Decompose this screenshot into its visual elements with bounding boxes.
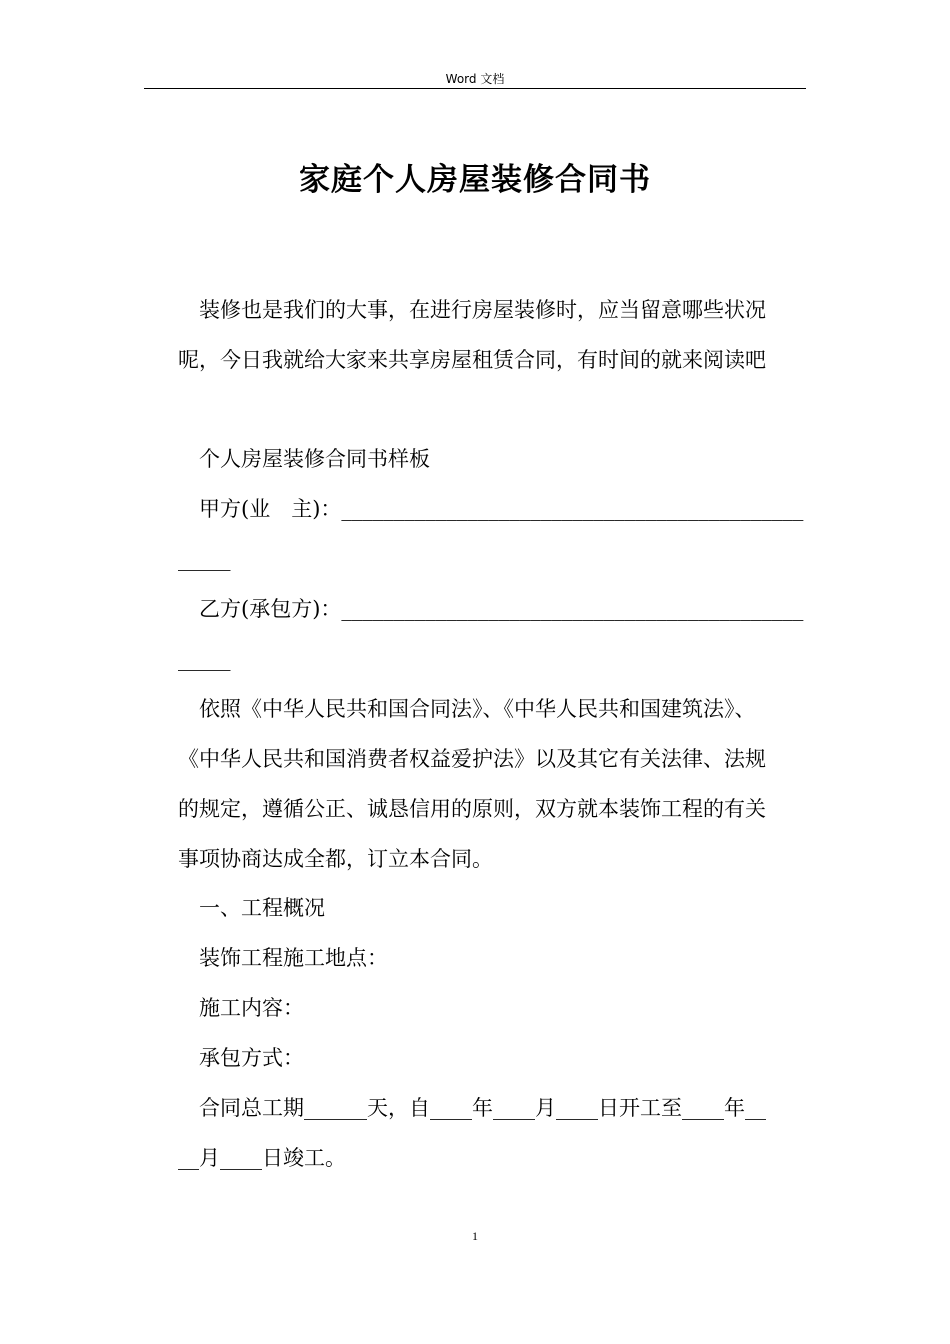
legal-basis-line-1: 依照《中华人民共和国合同法》、《中华人民共和国建筑法》、	[199, 697, 756, 721]
party-a-line-continued: _____	[178, 547, 231, 571]
construction-content-label: 施工内容：	[199, 996, 304, 1020]
legal-basis-line-2: 《中华人民共和国消费者权益爱护法》以及其它有关法律、法规	[178, 747, 766, 771]
contract-period-line-2: __月____日竣工。	[178, 1146, 346, 1170]
party-a-line: 甲方(业 主)：____________________________________________	[199, 497, 804, 521]
party-b-line-continued: _____	[178, 647, 231, 671]
legal-basis-line-4: 事项协商达成全都，订立本合同。	[178, 847, 493, 871]
intro-line-1: 装修也是我们的大事，在进行房屋装修时，应当留意哪些状况	[199, 298, 766, 322]
header-text: Word 文档	[445, 72, 505, 86]
party-b-line: 乙方(承包方)：____________________________________________	[199, 597, 804, 621]
section-1-heading: 一、工程概况	[199, 896, 325, 920]
contract-method-label: 承包方式：	[199, 1046, 304, 1070]
legal-basis-line-3: 的规定，遵循公正、诚恳信用的原则，双方就本装饰工程的有关	[178, 797, 766, 821]
intro-line-2: 呢，今日我就给大家来共享房屋租赁合同，有时间的就来阅读吧	[178, 348, 766, 372]
construction-site-label: 装饰工程施工地点：	[199, 946, 388, 970]
template-subtitle: 个人房屋装修合同书样板	[199, 447, 430, 471]
page-number: 1	[472, 1229, 478, 1243]
contract-period-line-1: 合同总工期______天，自____年____月____日开工至____年__	[199, 1096, 766, 1120]
document-title: 家庭个人房屋装修合同书	[299, 162, 651, 198]
page-header	[144, 68, 806, 89]
